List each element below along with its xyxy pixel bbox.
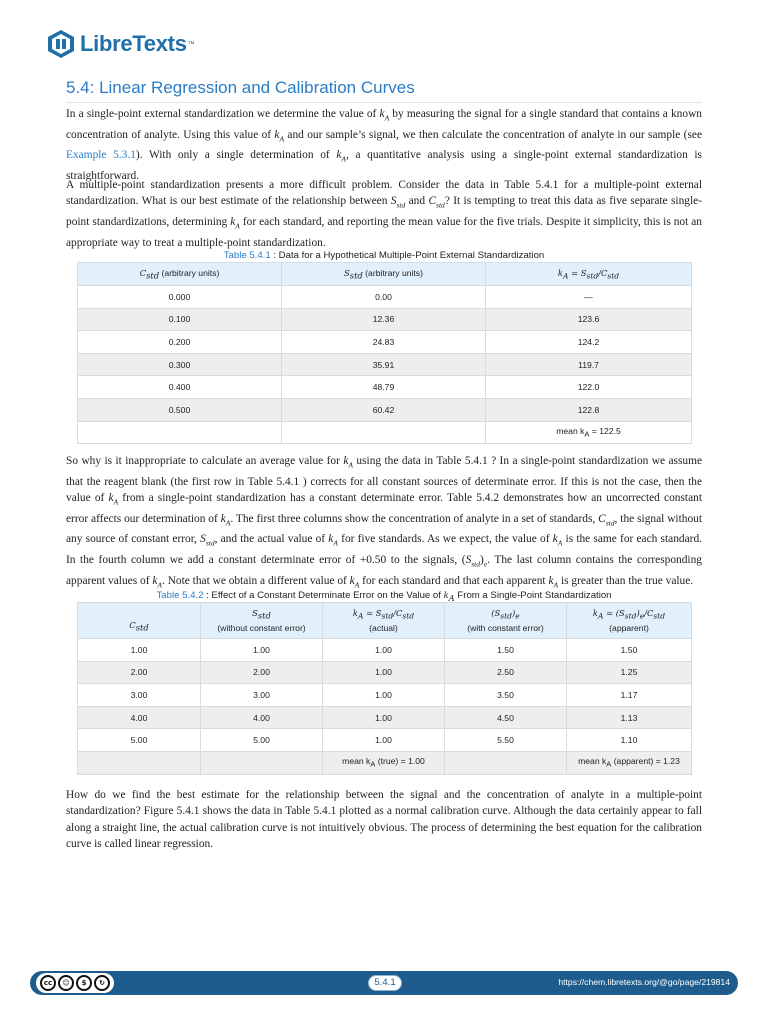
symbol: S bbox=[465, 554, 472, 567]
table-cell: 123.6 bbox=[486, 308, 692, 331]
example-link[interactable]: Example 5.3.1 bbox=[66, 149, 136, 162]
summary-sub: A bbox=[606, 760, 612, 770]
nc-icon: $ bbox=[76, 975, 92, 991]
symbol-sub: std bbox=[436, 200, 445, 210]
table-row bbox=[78, 353, 692, 376]
symbol-sub: A bbox=[341, 154, 346, 164]
table-cell: 1.00 bbox=[201, 639, 323, 662]
symbol: S bbox=[200, 533, 206, 546]
summary-text: mean k bbox=[556, 426, 585, 436]
table-1-caption bbox=[66, 250, 702, 261]
text: In a single-point external standardization we determine the value of bbox=[66, 108, 380, 120]
symbol: C bbox=[598, 512, 606, 525]
symbol-sub: A bbox=[384, 113, 390, 123]
table-cell: 0.300 bbox=[78, 353, 282, 376]
symbol-sub: A bbox=[113, 497, 119, 507]
symbol-sub: A bbox=[279, 133, 285, 143]
symbol-sub: A bbox=[225, 518, 231, 528]
table-cell: 5.00 bbox=[201, 729, 323, 752]
formula-ka: $k_A = S_{std}/C_{std}$ bbox=[557, 267, 620, 281]
text: for each standard and that each apparent bbox=[359, 574, 549, 587]
text: . Note that we obtain a different value of bbox=[162, 574, 350, 587]
summary-text: mean k bbox=[578, 756, 607, 767]
table-cell: 2.00 bbox=[78, 661, 201, 684]
symbol: C bbox=[129, 620, 136, 631]
symbol: k bbox=[349, 574, 355, 587]
text: for each standard, and reporting the mean value for the five trials. Despite it simplicity, this is not an appropriate way to treat a multiple-point standardization. bbox=[66, 216, 702, 249]
table-cell: 0.200 bbox=[78, 331, 282, 354]
symbol-sub: A bbox=[348, 460, 353, 470]
paragraph-3: So why is it inappropriate to calculate an average value for $k_A$ using the data in Table 5.4.1 ? In a single-point standardization we assume that the reagent blank (the first row in Table 5.4.1 ) corrects for all constant sources of determinate error. If this is not the case, then the value of $k_A$ from a single-point standardization has a constant determinate error. Table 5.4.2 demonstrates how an uncorrected constant error affects our determination of $k_A$. The first three columns show the concentration of analyte in a set of standards, $C_{std}$, the signal without any source of constant error, $S_{std}$, and the actual value of $k_A$ for five standards. As we expect, the value of $k_A$ is the same for each standard. In the fourth column we add a constant determinate error of +0.50 to the signals, $(S_{std})_e$. The last column contains the corresponding apparent values of $k_A$. Note that we obtain a different value of $k_A$ for each standard and that each apparent $k_A$ is greater than the true value. bbox=[66, 455, 703, 590]
summary-cell-apparent bbox=[567, 751, 692, 774]
summary-sub: A bbox=[370, 760, 376, 770]
table-cell: 24.83 bbox=[282, 331, 486, 354]
table-cell: 4.00 bbox=[201, 706, 323, 729]
table-cell: — bbox=[486, 286, 692, 309]
table-cell: 2.00 bbox=[201, 661, 323, 684]
header-ka-apparent bbox=[567, 603, 692, 639]
paragraph-1 bbox=[66, 106, 702, 184]
table-cell: 0.500 bbox=[78, 398, 282, 421]
table-header-row bbox=[78, 263, 692, 286]
text: ). With only a single determination of bbox=[135, 149, 337, 162]
text: So why is it inappropriate to calculate an average value for bbox=[66, 455, 344, 467]
symbol-sub: A bbox=[333, 538, 338, 548]
symbol-sub: A bbox=[354, 580, 360, 590]
table-cell: 12.36 bbox=[282, 308, 486, 331]
brand-name: LibreTexts bbox=[80, 31, 187, 56]
symbol: C bbox=[428, 195, 437, 208]
libretexts-logo-icon bbox=[46, 29, 76, 59]
header-text: (actual) bbox=[369, 623, 398, 634]
symbol: k bbox=[443, 590, 449, 600]
table-row bbox=[78, 308, 692, 331]
summary-cell bbox=[486, 421, 692, 444]
symbol-sub: A bbox=[557, 538, 563, 548]
table-row bbox=[78, 684, 692, 707]
table-row bbox=[78, 398, 692, 421]
symbol: k bbox=[108, 492, 114, 505]
table-cell: 1.00 bbox=[323, 684, 445, 707]
summary-value: (apparent) = 1.23 bbox=[611, 756, 680, 767]
symbol: k bbox=[274, 128, 280, 141]
summary-value: (true) = 1.00 bbox=[375, 756, 425, 767]
table-cell bbox=[282, 421, 486, 444]
table-cell: 0.000 bbox=[78, 286, 282, 309]
table-cell: 1.00 bbox=[323, 661, 445, 684]
text: , and the actual value of bbox=[214, 533, 329, 546]
table-cell: 3.00 bbox=[78, 684, 201, 707]
table-cell bbox=[78, 421, 282, 444]
table-cell: 4.00 bbox=[78, 706, 201, 729]
table-cell: 1.50 bbox=[567, 639, 692, 662]
symbol-sub: A bbox=[448, 592, 455, 603]
text: for five standards. As we expect, the value of bbox=[337, 533, 553, 546]
table-summary-row bbox=[78, 421, 692, 444]
table-2 bbox=[77, 602, 692, 775]
formula-ka-apparent: $k_A = (S_{std})_e/C_{std}$ bbox=[592, 607, 666, 621]
formula-s-std-e: $(S_{std})_e$ bbox=[491, 607, 520, 621]
symbol: k bbox=[230, 216, 236, 229]
table-cell: 3.50 bbox=[445, 684, 567, 707]
table-cell: 0.400 bbox=[78, 376, 282, 399]
by-icon: ☺ bbox=[58, 975, 74, 991]
header-s-std bbox=[282, 263, 486, 286]
table-cell: 48.79 bbox=[282, 376, 486, 399]
header-c-std bbox=[78, 263, 282, 286]
text: A multiple-point standardization presents a more difficult problem. Consider the data in Table 5.4.1 for a multiple-point external standardization. What is our best estimate of the relationship between bbox=[66, 179, 702, 208]
table-row bbox=[78, 706, 692, 729]
cc-icon: cc bbox=[40, 975, 56, 991]
text: using the data in Table 5.4.1 ? In a single-point standardization we assume that the reagent blank (the first row in Table 5.4.1 ) corrects for all constant sources of determinate error. If this is not the case, then the value of bbox=[66, 455, 702, 505]
summary-value: = 122.5 bbox=[589, 426, 621, 436]
caption-text: From a Single-Point Standardization bbox=[454, 590, 612, 601]
table-cell: 1.17 bbox=[567, 684, 692, 707]
table-cell: 1.00 bbox=[323, 639, 445, 662]
table-cell: 1.13 bbox=[567, 706, 692, 729]
table-cell: 124.2 bbox=[486, 331, 692, 354]
paragraph-4: How do we find the best estimate for the relationship between the signal and the concentration of analyte in a multiple-point standardization? Figure 5.4.1 shows the data in Table 5.4.1 plotted as a normal calibration curve. Although the data certainly appear to fall along a straight line, the actual calibration curve is not intuitively obvious. The process of determining the best equation for the calibration curve is called linear regression. bbox=[66, 789, 702, 851]
header-text: (arbitrary units) bbox=[159, 267, 220, 278]
symbol-sub: std bbox=[605, 518, 615, 528]
table-cell: 0.00 bbox=[282, 286, 486, 309]
table-row bbox=[78, 661, 692, 684]
symbol: S bbox=[252, 608, 258, 619]
paragraph-2 bbox=[66, 177, 702, 251]
symbol: k bbox=[336, 149, 342, 162]
table-cell: 122.0 bbox=[486, 376, 692, 399]
sa-icon: ↻ bbox=[94, 975, 110, 991]
summary-cell-true bbox=[323, 751, 445, 774]
symbol: C bbox=[139, 267, 147, 278]
table-2-link[interactable]: Table 5.4.2 bbox=[156, 590, 204, 601]
table-cell: 60.42 bbox=[282, 398, 486, 421]
caption-text: : Effect of a Constant Determinate Error on the Value of bbox=[203, 590, 444, 601]
table-cell bbox=[78, 751, 201, 774]
table-row bbox=[78, 376, 692, 399]
header-c-std bbox=[78, 603, 201, 639]
symbol: S bbox=[390, 195, 397, 208]
table-cell: 1.00 bbox=[323, 729, 445, 752]
symbol: k bbox=[552, 533, 558, 546]
symbol: S bbox=[344, 267, 350, 278]
caption-text: : Data for a Hypothetical Multiple-Point External Standardization bbox=[270, 250, 545, 261]
summary-sub: A bbox=[584, 429, 590, 439]
table-header-row bbox=[78, 603, 692, 639]
page-url-link[interactable]: https://chem.libretexts.org/@go/page/219814 bbox=[558, 977, 730, 987]
text: . The first three columns show the concentration of analyte in a set of standards, bbox=[230, 512, 599, 525]
table-cell: 5.50 bbox=[445, 729, 567, 752]
table-cell: 1.50 bbox=[445, 639, 567, 662]
libretexts-logo[interactable] bbox=[46, 26, 195, 62]
symbol-sub: std bbox=[396, 200, 406, 210]
text: and bbox=[405, 195, 429, 208]
symbol: k bbox=[152, 574, 158, 587]
text: , the signal without any source of constant error, bbox=[66, 512, 703, 546]
symbol-sub: std bbox=[471, 559, 481, 569]
table-cell: 3.00 bbox=[201, 684, 323, 707]
symbol: k bbox=[379, 108, 385, 120]
table-cell: 5.00 bbox=[78, 729, 201, 752]
table-row bbox=[78, 286, 692, 309]
table-2-caption bbox=[66, 590, 702, 603]
table-cell: 4.50 bbox=[445, 706, 567, 729]
page-footer bbox=[30, 971, 738, 995]
table-cell: 35.91 bbox=[282, 353, 486, 376]
page-number: 5.4.1 bbox=[368, 975, 402, 991]
text: , a quantitative analysis using a single-point external standardization is straightforward. bbox=[66, 149, 702, 183]
table-cell: 1.10 bbox=[567, 729, 692, 752]
brand-trademark: ™ bbox=[187, 40, 195, 48]
header-text: (arbitrary units) bbox=[362, 267, 423, 278]
symbol-sub: A bbox=[235, 221, 240, 231]
header-ka-actual bbox=[323, 603, 445, 639]
table-cell bbox=[201, 751, 323, 774]
symbol: k bbox=[548, 574, 554, 587]
table-cell: 1.25 bbox=[567, 661, 692, 684]
license-badge[interactable] bbox=[36, 973, 114, 993]
symbol-sub: e bbox=[483, 559, 488, 569]
symbol: k bbox=[328, 533, 334, 546]
table-summary-row bbox=[78, 751, 692, 774]
header-s-std bbox=[201, 603, 323, 639]
header-ka bbox=[486, 263, 692, 286]
symbol-sub: A bbox=[157, 580, 162, 590]
summary-text: mean k bbox=[342, 756, 371, 767]
header-s-std-e bbox=[445, 603, 567, 639]
table-row bbox=[78, 639, 692, 662]
symbol-sub: A bbox=[553, 580, 559, 590]
header-text: (apparent) bbox=[609, 623, 649, 634]
text: ? It is tempting to treat this data as five separate single-point standardizations, determining bbox=[66, 195, 702, 229]
symbol-sub: std bbox=[205, 538, 215, 548]
page-title: 5.4: Linear Regression and Calibration Curves bbox=[66, 78, 702, 103]
symbol: k bbox=[220, 512, 226, 525]
symbol-sub: std bbox=[257, 610, 271, 621]
text: is greater than the true value. bbox=[558, 574, 694, 587]
table-cell bbox=[445, 751, 567, 774]
table-1 bbox=[77, 262, 692, 444]
table-cell: 0.100 bbox=[78, 308, 282, 331]
text: and our sample’s signal, we then calculate the concentration of analyte in our sample (see bbox=[284, 128, 702, 141]
table-row bbox=[78, 331, 692, 354]
table-cell: 1.00 bbox=[323, 706, 445, 729]
formula-ka: $k_A = S_{std}/C_{std}$ bbox=[352, 607, 415, 621]
text: . The last column contains the corresponding apparent values of bbox=[66, 554, 702, 587]
table-1-link[interactable]: Table 5.4.1 bbox=[223, 250, 271, 261]
table-cell: 1.00 bbox=[78, 639, 201, 662]
symbol-sub: std bbox=[146, 270, 160, 281]
table-cell: 119.7 bbox=[486, 353, 692, 376]
table-row bbox=[78, 729, 692, 752]
text: by measuring the signal for a single standard that contains a known concentration of analyte. Using this value of bbox=[66, 108, 702, 141]
text: is the same for each standard. In the fourth column we add a constant determinate error of +0.50 to the signals, bbox=[66, 533, 702, 567]
symbol: k bbox=[343, 455, 349, 467]
text: from a single-point standardization has a constant determinate error. Table 5.4.2 demonstrates how an uncorrected constant error affects our determination of bbox=[66, 492, 702, 525]
header-text: (without constant error) bbox=[217, 622, 306, 633]
header-text: (with constant error) bbox=[467, 623, 544, 634]
table-cell: 122.8 bbox=[486, 398, 692, 421]
symbol-sub: std bbox=[135, 622, 149, 633]
symbol-sub: std bbox=[349, 270, 363, 281]
table-cell: 2.50 bbox=[445, 661, 567, 684]
